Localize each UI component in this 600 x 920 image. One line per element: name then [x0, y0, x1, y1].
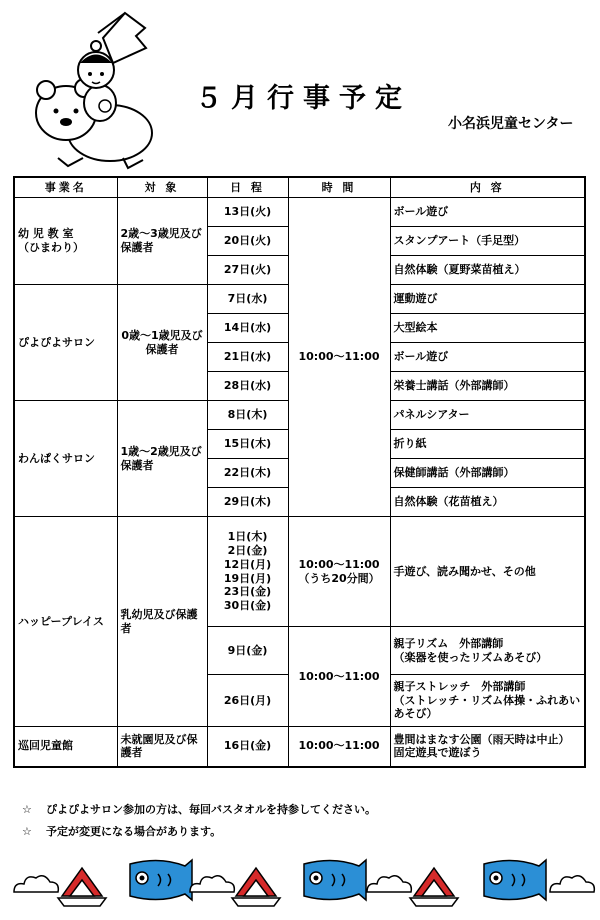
- date-cell: 20日(火): [207, 227, 288, 256]
- date-cell: 26日(月): [207, 675, 288, 727]
- header-date: 日 程: [207, 177, 288, 198]
- schedule-table: [13, 176, 586, 768]
- table-header-row: [14, 177, 585, 198]
- kabuto-icon: [58, 868, 106, 906]
- date-group-cell: 1日(木) 2日(金) 12日(月) 19日(月) 23日(金) 30日(金): [207, 517, 288, 627]
- program-name: 幼 児 教 室 （ひまわり）: [14, 198, 117, 285]
- organization-name: 小名浜児童センター: [448, 116, 574, 132]
- cloud-icon: [14, 876, 58, 892]
- program-target: 乳幼児及び保護者: [117, 517, 207, 727]
- koinobori-icon: [130, 860, 192, 900]
- time-cell: 10:00～11:00 （うち20分間）: [288, 517, 390, 627]
- date-cell: 13日(火): [207, 198, 288, 227]
- date-cell: 9日(金): [207, 627, 288, 675]
- content-cell: 折り紙: [390, 430, 585, 459]
- program-target: 1歳～2歳児及び保護者: [117, 401, 207, 517]
- date-cell: 15日(木): [207, 430, 288, 459]
- program-target: 2歳～3歳児及び保護者: [117, 198, 207, 285]
- content-cell: 自然体験（花苗植え）: [390, 488, 585, 517]
- header-target: 対 象: [117, 177, 207, 198]
- time-cell: 10:00～11:00: [288, 198, 390, 517]
- content-cell: 親子リズム 外部講師 （楽器を使ったリズムあそび）: [390, 627, 585, 675]
- content-cell: 豊間はまなす公園（雨天時は中止） 固定遊具で遊ぼう: [390, 727, 585, 767]
- table-row: [14, 198, 585, 227]
- date-cell: 28日(水): [207, 372, 288, 401]
- notes: [22, 799, 376, 843]
- content-cell: 親子ストレッチ 外部講師 （ストレッチ・リズム体操・ふれあいあそび）: [390, 675, 585, 727]
- content-cell: 大型絵本: [390, 314, 585, 343]
- date-cell: 29日(木): [207, 488, 288, 517]
- content-cell: 保健師講話（外部講師）: [390, 459, 585, 488]
- content-cell: ボール遊び: [390, 343, 585, 372]
- content-cell: スタンプアート（手足型）: [390, 227, 585, 256]
- date-cell: 7日(水): [207, 285, 288, 314]
- program-target: 0歳～1歳児及び保護者: [117, 285, 207, 401]
- header-program: 事業名: [14, 177, 117, 198]
- star-icon: ☆: [22, 825, 32, 838]
- program-name: ハッピープレイス: [14, 517, 117, 727]
- cloud-icon: [550, 876, 594, 892]
- program-target: 未就園児及び保護者: [117, 727, 207, 767]
- content-cell: 運動遊び: [390, 285, 585, 314]
- footer-decoration: [0, 852, 600, 912]
- koinobori-icon: [484, 860, 546, 900]
- program-name: 巡回児童館: [14, 727, 117, 767]
- header-content: 内 容: [390, 177, 585, 198]
- kabuto-icon: [410, 868, 458, 906]
- cloud-icon: [190, 876, 234, 892]
- kabuto-icon: [232, 868, 280, 906]
- page-title: ５月行事予定: [195, 83, 411, 114]
- content-cell: 栄養士講話（外部講師）: [390, 372, 585, 401]
- note-item: ☆ ぴよぴよサロン参加の方は、毎回バスタオルを持参してください。: [22, 799, 376, 821]
- date-cell: 14日(水): [207, 314, 288, 343]
- table-row: [14, 517, 585, 627]
- date-cell: 21日(水): [207, 343, 288, 372]
- star-icon: ☆: [22, 803, 32, 816]
- time-cell: 10:00～11:00: [288, 627, 390, 727]
- date-cell: 8日(木): [207, 401, 288, 430]
- content-cell: 手遊び、読み聞かせ、その他: [390, 517, 585, 627]
- time-cell: 10:00～11:00: [288, 727, 390, 767]
- content-cell: パネルシアター: [390, 401, 585, 430]
- koinobori-icon: [304, 860, 366, 900]
- program-name: わんぱくサロン: [14, 401, 117, 517]
- date-cell: 22日(木): [207, 459, 288, 488]
- mascot-illustration: [28, 8, 158, 173]
- cloud-icon: [367, 876, 411, 892]
- content-cell: ボール遊び: [390, 198, 585, 227]
- note-item: ☆ 予定が変更になる場合があります。: [22, 821, 376, 843]
- header-time: 時 間: [288, 177, 390, 198]
- program-name: ぴよぴよサロン: [14, 285, 117, 401]
- table-row: [14, 727, 585, 767]
- content-cell: 自然体験（夏野菜苗植え）: [390, 256, 585, 285]
- date-cell: 27日(火): [207, 256, 288, 285]
- date-cell: 16日(金): [207, 727, 288, 767]
